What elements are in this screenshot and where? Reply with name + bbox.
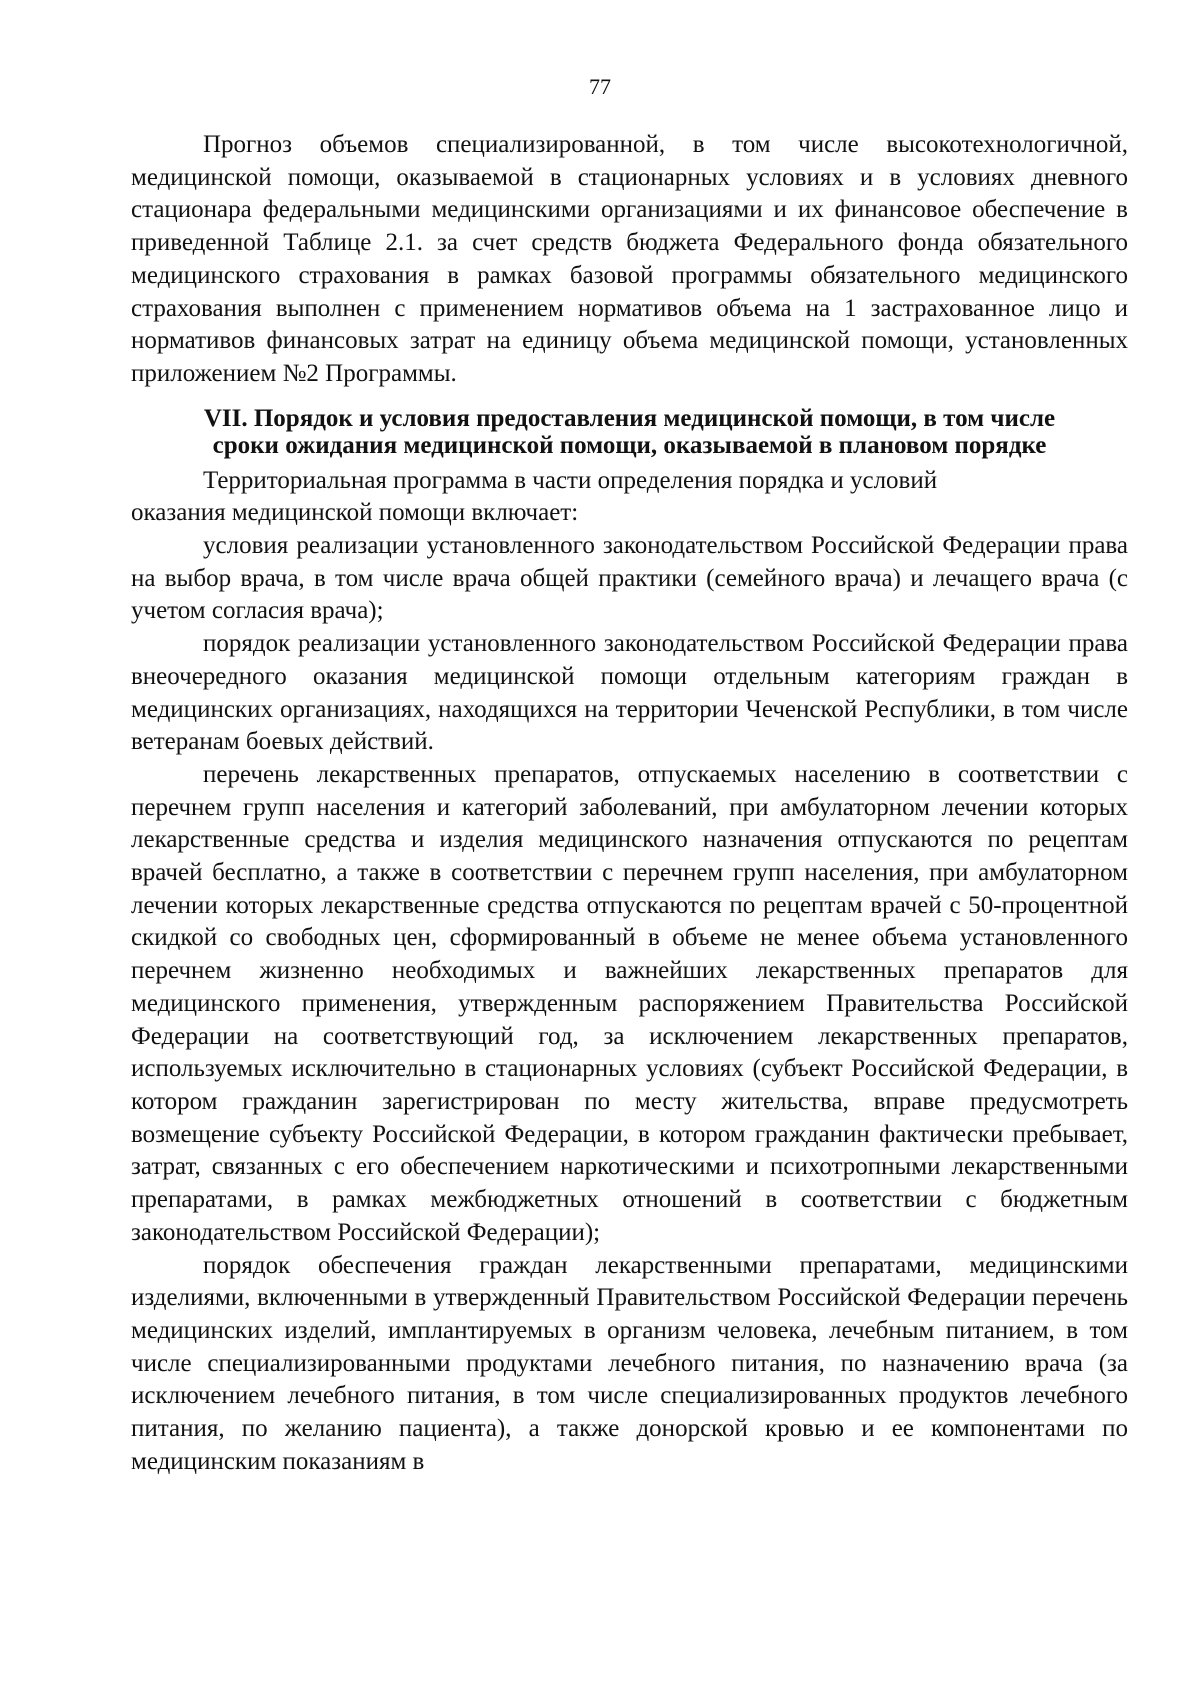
page-number: 77: [589, 74, 611, 99]
paragraph-doctor-choice: условия реализации установленного законодательством Российской Федерации права на выбор врача, в том числе врача общей практики (семейного врача) и лечащего врача (с учетом согласия врача);: [131, 532, 1128, 625]
paragraph-drug-provision: порядок обеспечения граждан лекарственными препаратами, медицинскими изделиями, включенными в утвержденный Правительством Российской Федерации перечень медицинских изделий, имплантируемых в организм человека, лечебным питанием, в том числе специализированными продуктами лечебного питания, по назначению врача (за исключением лечебного питания, в том числе специализированных продуктов лечебного питания, по желанию пациента), а также донорской кровью и ее компонентами по медицинским показаниям в: [131, 1251, 1128, 1475]
paragraph-intro-line-2: оказания медицинской помощи включает:: [131, 499, 579, 527]
paragraph-priority-care: порядок реализации установленного законодательством Российской Федерации права внеочередного оказания медицинской помощи отдельным категориям граждан в медицинских организациях, находящихся на территории Чеченской Республики, в том числе ветеранам боевых действий.: [131, 630, 1128, 756]
section-heading: [131, 405, 1128, 459]
paragraph-intro-line-1: Территориальная программа в части определения порядка и условий: [203, 466, 938, 494]
section-heading-line-1: VII. Порядок и условия предоставления медицинской помощи, в том числе: [203, 404, 1056, 432]
document-body: [131, 129, 1128, 1478]
section-heading-line-2: сроки ожидания медицинской помощи, оказываемой в плановом порядке: [212, 431, 1047, 459]
paragraph-drug-list: перечень лекарственных препаратов, отпускаемых населению в соответствии с перечнем групп населения и категорий заболеваний, при амбулаторном лечении которых лекарственные средства и изделия медицинского назначения отпускаются по рецептам врачей бесплатно, а также в соответствии с перечнем групп населения, при амбулаторном лечении которых лекарственные средства отпускаются по рецептам врачей с 50-процентной скидкой со свободных цен, сформированный в объеме не менее объема установленного перечнем жизненно необходимых и важнейших лекарственных препаратов для медицинского применения, утвержденным распоряжением Правительства Российской Федерации на соответствующий год, за исключением лекарственных препаратов, используемых исключительно в стационарных условиях (субъект Российской Федерации, в котором гражданин зарегистрирован по месту жительства, вправе предусмотреть возмещение субъекту Российской Федерации, в котором гражданин фактически пребывает, затрат, связанных с его обеспечением наркотическими и психотропными лекарственными препаратами, в рамках межбюджетных отношений в соответствии с бюджетным законодательством Российской Федерации);: [131, 760, 1128, 1246]
paragraph-forecast: Прогноз объемов специализированной, в том числе высокотехнологичной, медицинской помощи, оказываемой в стационарных условиях и в условиях дневного стационара федеральными медицинскими организациями и их финансовое обеспечение в приведенной Таблице 2.1. за счет средств бюджета Федерального фонда обязательного медицинского страхования в рамках базовой программы обязательного медицинского страхования выполнен с применением нормативов объема на 1 застрахованное лицо и нормативов финансовых затрат на единицу объема медицинской помощи, установленных приложением №2 Программы.: [131, 131, 1128, 387]
